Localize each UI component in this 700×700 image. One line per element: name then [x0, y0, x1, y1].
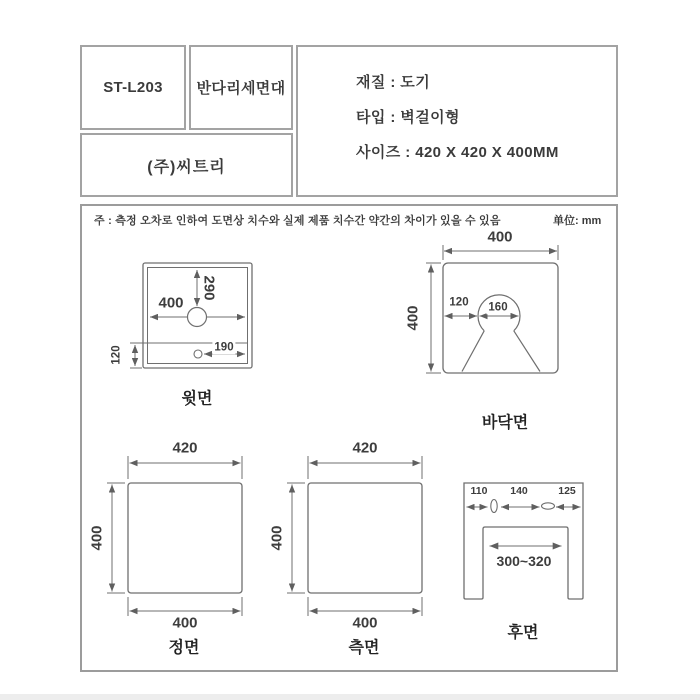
dim-bottomview-height: 400	[404, 305, 422, 331]
dim-bottomview-hole-dia: 160	[488, 301, 508, 314]
label-front-view: 정면	[168, 639, 200, 657]
spec-type: 타입 : 벽걸이형	[356, 109, 460, 126]
dim-topview-width: 400	[158, 294, 184, 312]
dim-sideview-side: 400	[268, 525, 286, 551]
dim-frontview-top: 420	[172, 439, 198, 457]
dim-frontview-bottom: 400	[172, 614, 198, 632]
dim-rearview-left: 110	[470, 484, 488, 497]
spec-size: 사이즈 : 420 X 420 X 400MM	[356, 144, 559, 161]
label-bottom-view: 바닥면	[481, 414, 529, 432]
dim-frontview-side: 400	[88, 525, 106, 551]
side-view-drawing	[287, 456, 422, 616]
dim-topview-faucet-offset: 190	[214, 341, 234, 354]
dim-sideview-bottom: 400	[352, 614, 378, 632]
dim-rearview-right: 125	[558, 484, 576, 497]
company-name: (주)씨트리	[147, 158, 226, 176]
model-number: ST-L203	[103, 79, 163, 96]
unit-label: 单位: mm	[553, 215, 602, 227]
dim-rearview-center: 140	[510, 484, 528, 497]
product-name: 반다리세면대	[196, 80, 286, 97]
dim-bottomview-hole-offset: 120	[449, 296, 469, 309]
label-side-view: 측면	[348, 639, 380, 657]
tolerance-note: 주 : 측정 오차로 인하여 도면상 치수와 실제 제품 치수간 약간의 차이가 있을 수 있음	[94, 215, 501, 227]
label-rear-view: 후면	[507, 624, 539, 642]
rear-view-drawing	[464, 483, 583, 599]
front-view-drawing	[107, 456, 242, 616]
dim-bottomview-width: 400	[487, 228, 513, 246]
label-top-view: 윗면	[181, 390, 213, 408]
dim-topview-back-strip: 120	[110, 345, 123, 365]
spec-material: 재질 : 도기	[356, 74, 431, 91]
dim-sideview-top: 420	[352, 439, 378, 457]
dim-topview-depth: 290	[200, 275, 218, 301]
bottom-edge-strip	[0, 694, 700, 700]
dim-rearview-span: 300~320	[496, 553, 552, 569]
